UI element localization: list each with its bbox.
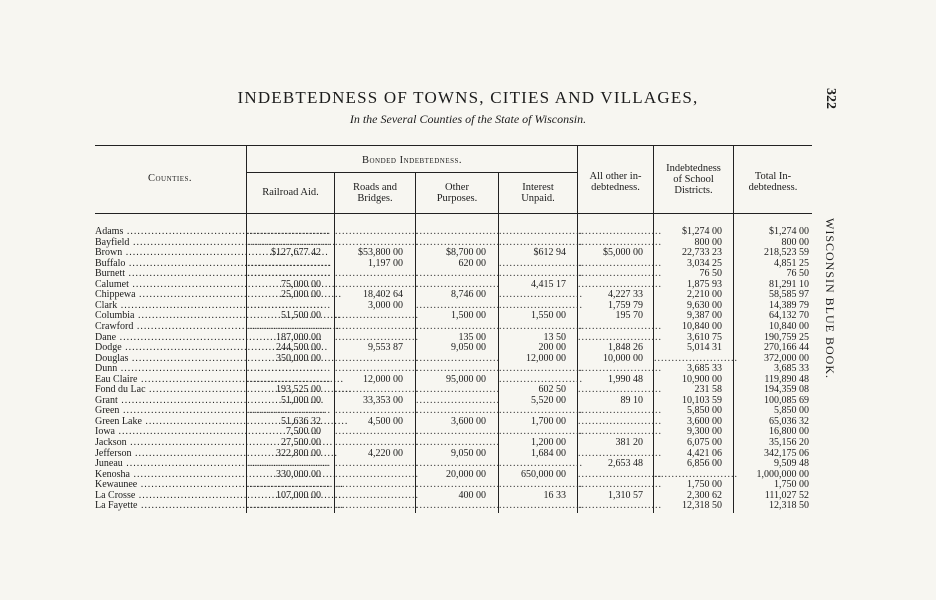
other-cell: $8,700 00	[446, 247, 486, 258]
empty-dot-leader: ........................	[499, 426, 583, 437]
railroad-cell: 107,000 00	[276, 490, 321, 501]
empty-dot-leader: ........................	[335, 479, 419, 490]
total-cell: 35,156 20	[769, 437, 809, 448]
interest-cell: 602 50	[538, 384, 566, 395]
railroad-cell: 51,000 00	[281, 395, 321, 406]
school-cell: 4,421 06	[687, 448, 722, 459]
all-other-cell: 10,000 00	[603, 353, 643, 364]
school-cell: 3,685 33	[687, 363, 722, 374]
school-cell: 22,733 23	[682, 247, 722, 258]
empty-dot-leader: ........................	[416, 226, 500, 237]
empty-dot-leader: ........................	[335, 384, 419, 395]
interest-cell: 1,550 00	[531, 310, 566, 321]
county-name: Bayfield .....	[95, 237, 245, 248]
empty-dot-leader: ........................	[578, 469, 662, 480]
empty-dot-leader: ........................	[247, 237, 331, 248]
county-name: La Fayette .....	[95, 500, 245, 511]
header-all-other-line1: All other in-	[589, 171, 642, 182]
interest-cell: 650,000 00	[521, 469, 566, 480]
railroad-cell: 7,500 00	[286, 426, 321, 437]
header-all-other-line2: debtedness.	[591, 182, 640, 193]
total-cell: $1,274 00	[769, 226, 809, 237]
county-name: Crawford .....	[95, 321, 245, 332]
empty-dot-leader: ........................	[247, 458, 331, 469]
header-school	[654, 163, 733, 196]
all-other-cell: 1,759 79	[608, 300, 643, 311]
total-cell: 100,085 69	[764, 395, 809, 406]
header-total-line2: debtedness.	[748, 182, 798, 193]
header-school-line3: Districts.	[674, 185, 713, 196]
county-name: Green .....	[95, 405, 245, 416]
school-cell: 2,300 62	[687, 490, 722, 501]
empty-dot-leader: ........................	[416, 479, 500, 490]
total-cell: 119,890 48	[764, 374, 809, 385]
total-cell: 5,850 00	[774, 405, 809, 416]
county-name: Jackson .....	[95, 437, 245, 448]
empty-dot-leader: ........................	[335, 226, 419, 237]
empty-dot-leader: ........................	[499, 237, 583, 248]
empty-dot-leader: ........................	[247, 479, 331, 490]
roads-cell: 33,353 00	[363, 395, 403, 406]
school-cell: 3,610 75	[687, 332, 722, 343]
county-name: La Crosse .....	[95, 490, 245, 501]
empty-dot-leader: ........................	[335, 490, 419, 501]
interest-cell: 12,000 00	[526, 353, 566, 364]
empty-dot-leader: ........................	[578, 479, 662, 490]
total-cell: 1,750 00	[774, 479, 809, 490]
other-cell: 1,500 00	[451, 310, 486, 321]
empty-dot-leader: ........................	[578, 384, 662, 395]
empty-dot-leader: ........................	[335, 332, 419, 343]
roads-cell: $53,800 00	[358, 247, 403, 258]
empty-dot-leader: ........................	[335, 500, 419, 511]
empty-dot-leader: ........................	[335, 426, 419, 437]
total-cell: 372,000 00	[764, 353, 809, 364]
total-cell: 64,132 70	[769, 310, 809, 321]
roads-cell: 4,220 00	[368, 448, 403, 459]
roads-cell: 12,000 00	[363, 374, 403, 385]
school-cell: 76 50	[699, 268, 722, 279]
header-interest-line1: Interest	[522, 182, 554, 193]
empty-dot-leader: ........................	[416, 437, 500, 448]
school-cell: 10,103 59	[682, 395, 722, 406]
county-name: Adams .....	[95, 226, 245, 237]
other-cell: 620 00	[458, 258, 486, 269]
empty-dot-leader: ........................	[578, 321, 662, 332]
school-cell: 9,300 00	[687, 426, 722, 437]
header-other-line2: Purposes.	[436, 193, 478, 204]
county-name: Kewaunee .....	[95, 479, 245, 490]
interest-cell: 16 33	[543, 490, 566, 501]
empty-dot-leader: ........................	[499, 479, 583, 490]
empty-dot-leader: ........................	[499, 300, 583, 311]
interest-cell: 1,684 00	[531, 448, 566, 459]
header-counties: Counties.	[147, 173, 193, 184]
empty-dot-leader: ........................	[499, 321, 583, 332]
total-cell: 65,036 32	[769, 416, 809, 427]
empty-dot-leader: ........................	[578, 363, 662, 374]
empty-dot-leader: ........................	[335, 279, 419, 290]
empty-dot-leader: ........................	[499, 226, 583, 237]
interest-cell: 13 50	[543, 332, 566, 343]
county-name: Grant .....	[95, 395, 245, 406]
empty-dot-leader: ........................	[578, 268, 662, 279]
roads-cell: 18,402 64	[363, 289, 403, 300]
empty-dot-leader: ........................	[578, 258, 662, 269]
empty-dot-leader: ........................	[499, 500, 583, 511]
empty-dot-leader: ........................	[578, 226, 662, 237]
all-other-cell: 89 10	[620, 395, 643, 406]
school-cell: 9,387 00	[687, 310, 722, 321]
county-name: Columbia .....	[95, 310, 245, 321]
railroad-cell: 27,500 00	[281, 437, 321, 448]
empty-dot-leader: ........................	[416, 395, 500, 406]
header-bonded: Bonded Indebtedness.	[361, 155, 463, 166]
table-top-rule	[95, 145, 812, 146]
school-cell: 3,600 00	[687, 416, 722, 427]
empty-dot-leader: ........................	[499, 363, 583, 374]
running-side-title: WISCONSIN BLUE BOOK.	[823, 218, 837, 379]
empty-dot-leader: ........................	[654, 353, 738, 364]
other-cell: 400 00	[458, 490, 486, 501]
county-name: Buffalo .....	[95, 258, 245, 269]
county-name: Clark .....	[95, 300, 245, 311]
empty-dot-leader: ........................	[499, 458, 583, 469]
all-other-cell: 381 20	[615, 437, 643, 448]
county-name: Iowa .....	[95, 426, 245, 437]
empty-dot-leader: ........................	[499, 374, 583, 385]
empty-dot-leader: ........................	[335, 405, 419, 416]
interest-cell: 5,520 00	[531, 395, 566, 406]
railroad-cell: 25,000 00	[281, 289, 321, 300]
roads-cell: 3,000 00	[368, 300, 403, 311]
school-cell: 10,840 00	[682, 321, 722, 332]
total-cell: 10,840 00	[769, 321, 809, 332]
header-railroad: Railroad Aid.	[262, 187, 319, 198]
empty-dot-leader: ........................	[335, 268, 419, 279]
total-cell: 58,585 97	[769, 289, 809, 300]
empty-dot-leader: ........................	[499, 405, 583, 416]
empty-dot-leader: ........................	[578, 416, 662, 427]
total-cell: 218,523 59	[764, 247, 809, 258]
empty-dot-leader: ........................	[247, 300, 331, 311]
railroad-cell: 187,000 00	[276, 332, 321, 343]
empty-dot-leader: ........................	[335, 437, 419, 448]
interest-cell: 1,200 00	[531, 437, 566, 448]
empty-dot-leader: ........................	[416, 458, 500, 469]
interest-cell: 200 00	[538, 342, 566, 353]
total-cell: 1,000,000 00	[756, 469, 809, 480]
railroad-cell: 322,800 00	[276, 448, 321, 459]
railroad-cell: 244,500 00	[276, 342, 321, 353]
all-other-cell: 4,227 33	[608, 289, 643, 300]
school-cell: 2,210 00	[687, 289, 722, 300]
county-name: Juneau .....	[95, 458, 245, 469]
total-cell: 800 00	[781, 237, 809, 248]
total-cell: 4,851 25	[774, 258, 809, 269]
empty-dot-leader: ........................	[416, 405, 500, 416]
total-cell: 81,291 10	[769, 279, 809, 290]
empty-dot-leader: ........................	[578, 448, 662, 459]
railroad-cell: $127,677 42	[271, 247, 321, 258]
empty-dot-leader: ........................	[416, 300, 500, 311]
empty-dot-leader: ........................	[335, 458, 419, 469]
roads-cell: 9,553 87	[368, 342, 403, 353]
roads-cell: 1,197 00	[368, 258, 403, 269]
empty-dot-leader: ........................	[247, 321, 331, 332]
all-other-cell: 1,990 48	[608, 374, 643, 385]
empty-dot-leader: ........................	[247, 374, 331, 385]
header-other	[416, 182, 498, 204]
county-name: Brown .....	[95, 247, 245, 258]
empty-dot-leader: ........................	[416, 268, 500, 279]
empty-dot-leader: ........................	[578, 237, 662, 248]
table-row	[0, 500, 936, 512]
total-cell: 270,166 44	[764, 342, 809, 353]
empty-dot-leader: ........................	[247, 405, 331, 416]
empty-dot-leader: ........................	[416, 426, 500, 437]
empty-dot-leader: ........................	[499, 268, 583, 279]
empty-dot-leader: ........................	[416, 353, 500, 364]
total-cell: 9,509 48	[774, 458, 809, 469]
header-roads	[335, 182, 415, 204]
empty-dot-leader: ........................	[416, 321, 500, 332]
school-cell: 6,856 00	[687, 458, 722, 469]
school-cell: 1,750 00	[687, 479, 722, 490]
header-interest	[499, 182, 577, 204]
empty-dot-leader: ........................	[499, 258, 583, 269]
empty-dot-leader: ........................	[416, 384, 500, 395]
other-cell: 9,050 00	[451, 448, 486, 459]
all-other-cell: 195 70	[615, 310, 643, 321]
empty-dot-leader: ........................	[247, 268, 331, 279]
school-cell: 800 00	[694, 237, 722, 248]
empty-dot-leader: ........................	[578, 332, 662, 343]
other-cell: 95,000 00	[446, 374, 486, 385]
header-roads-line2: Bridges.	[357, 193, 393, 204]
county-name: Burnett .....	[95, 268, 245, 279]
county-name: Douglas .....	[95, 353, 245, 364]
empty-dot-leader: ........................	[247, 500, 331, 511]
county-name: Calumet .....	[95, 279, 245, 290]
railroad-cell: 51,500 00	[281, 310, 321, 321]
other-cell: 20,000 00	[446, 469, 486, 480]
total-cell: 3,685 33	[774, 363, 809, 374]
school-cell: 12,318 50	[682, 500, 722, 511]
total-cell: 194,359 08	[764, 384, 809, 395]
empty-dot-leader: ........................	[654, 469, 738, 480]
roads-cell: 4,500 00	[368, 416, 403, 427]
school-cell: 3,034 25	[687, 258, 722, 269]
total-cell: 342,175 06	[764, 448, 809, 459]
total-cell: 16,800 00	[769, 426, 809, 437]
other-cell: 9,050 00	[451, 342, 486, 353]
total-cell: 76 50	[786, 268, 809, 279]
school-cell: 6,075 00	[687, 437, 722, 448]
interest-cell: 1,700 00	[531, 416, 566, 427]
county-name: Eau Claire .....	[95, 374, 245, 385]
header-school-line1: Indebtedness	[666, 163, 721, 174]
header-roads-line1: Roads and	[352, 182, 398, 193]
bonded-underline	[247, 172, 577, 173]
empty-dot-leader: ........................	[335, 310, 419, 321]
school-cell: 231 58	[694, 384, 722, 395]
school-cell: 5,014 31	[687, 342, 722, 353]
county-name: Kenosha .....	[95, 469, 245, 480]
county-name: Jefferson .....	[95, 448, 245, 459]
header-other-line1: Other	[445, 182, 469, 193]
header-school-line2: of School	[673, 174, 714, 185]
railroad-cell: 350,000 00	[276, 353, 321, 364]
page-number: 322	[823, 88, 838, 109]
empty-dot-leader: ........................	[335, 363, 419, 374]
empty-dot-leader: ........................	[247, 363, 331, 374]
all-other-cell: 1,848 26	[608, 342, 643, 353]
empty-dot-leader: ........................	[416, 500, 500, 511]
school-cell: $1,274 00	[682, 226, 722, 237]
header-interest-line2: Unpaid.	[521, 193, 555, 204]
empty-dot-leader: ........................	[416, 363, 500, 374]
empty-dot-leader: ........................	[247, 258, 331, 269]
total-cell: 190,759 25	[764, 332, 809, 343]
county-name: Dane .....	[95, 332, 245, 343]
other-cell: 8,746 00	[451, 289, 486, 300]
school-cell: 10,900 00	[682, 374, 722, 385]
school-cell: 9,630 00	[687, 300, 722, 311]
page-title: INDEBTEDNESS OF TOWNS, CITIES AND VILLAGES,	[237, 88, 699, 107]
all-other-cell: $5,000 00	[603, 247, 643, 258]
interest-cell: $612 94	[533, 247, 566, 258]
empty-dot-leader: ........................	[335, 237, 419, 248]
county-name: Chippewa .....	[95, 289, 245, 300]
total-cell: 14,389 79	[769, 300, 809, 311]
empty-dot-leader: ........................	[578, 500, 662, 511]
header-total-line1: Total In-	[754, 171, 792, 182]
county-name: Dodge .....	[95, 342, 245, 353]
railroad-cell: 51,636 32	[281, 416, 321, 427]
railroad-cell: 330,000 00	[276, 469, 321, 480]
header-total	[734, 171, 812, 193]
school-cell: 1,875 93	[687, 279, 722, 290]
other-cell: 3,600 00	[451, 416, 486, 427]
interest-cell: 4,415 17	[531, 279, 566, 290]
page-subtitle: In the Several Counties of the State of Wisconsin.	[349, 112, 587, 126]
header-all-other	[578, 171, 653, 193]
county-name: Dunn .....	[95, 363, 245, 374]
empty-dot-leader: ........................	[578, 426, 662, 437]
all-other-cell: 2,653 48	[608, 458, 643, 469]
all-other-cell: 1,310 57	[608, 490, 643, 501]
county-name: Green Lake .....	[95, 416, 245, 427]
railroad-cell: 75,000 00	[281, 279, 321, 290]
railroad-cell: 193,525 00	[276, 384, 321, 395]
school-cell: 5,850 00	[687, 405, 722, 416]
county-name: Fond du Lac .....	[95, 384, 245, 395]
other-cell: 135 00	[458, 332, 486, 343]
empty-dot-leader: ........................	[335, 469, 419, 480]
empty-dot-leader: ........................	[416, 237, 500, 248]
total-cell: 111,027 52	[764, 490, 809, 501]
empty-dot-leader: ........................	[578, 405, 662, 416]
empty-dot-leader: ........................	[416, 279, 500, 290]
header-bottom-rule	[95, 213, 812, 214]
empty-dot-leader: ........................	[247, 226, 331, 237]
empty-dot-leader: ........................	[578, 279, 662, 290]
empty-dot-leader: ........................	[499, 289, 583, 300]
empty-dot-leader: ........................	[335, 321, 419, 332]
empty-dot-leader: ........................	[335, 353, 419, 364]
total-cell: 12,318 50	[769, 500, 809, 511]
